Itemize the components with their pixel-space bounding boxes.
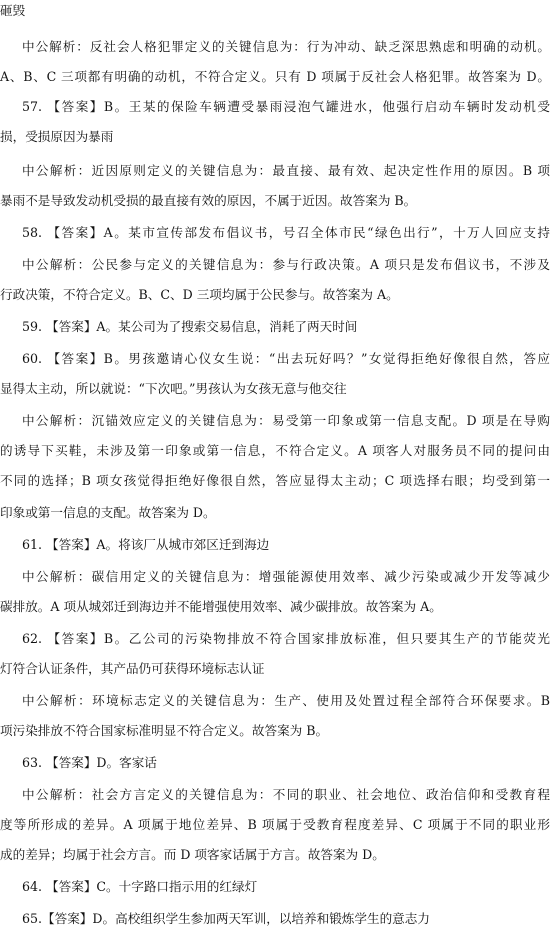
text-line: 碳排放。A 项从城郊迁到海边并不能增强使用效率、减少碳排放。故答案为 A。: [0, 599, 442, 614]
text-line: 中公解析：环境标志定义的关键信息为：生产、使用及处置过程全部符合环保要求。B: [22, 693, 550, 708]
text-line: 印象或第一信息的支配。故答案为 D。: [0, 505, 216, 520]
text-line: 砸毁: [0, 3, 26, 18]
text-line: 61. 【答案】A。将该厂从城市郊区迁到海边: [22, 537, 270, 552]
text-line: 的诱导下买鞋，未涉及第一印象或第一信息，不符合定义。A 项客人对服务员不同的提问由: [0, 443, 550, 458]
text-line: 项污染排放不符合国家标准明显不符合定义。故答案为 B。: [0, 723, 329, 738]
text-line: 59. 【答案】A。某公司为了搜索交易信息，消耗了两天时间: [22, 319, 358, 334]
text-line: 显得太主动，所以就说：“下次吧。”男孩认为女孩无意与他交往: [0, 381, 347, 396]
text-line: 暴雨不是导致发动机受损的最直接有效的原因，不属于近因。故答案为 B。: [0, 193, 417, 208]
text-line: 65.【答案】D。高校组织学生参加两天军训，以培养和锻炼学生的意志力: [22, 911, 430, 926]
text-line: 64. 【答案】C。十字路口指示用的红绿灯: [22, 879, 258, 894]
text-line: 63. 【答案】D。客家话: [22, 755, 157, 770]
text-line: 损，受损原因为暴雨: [0, 129, 114, 144]
text-line: 行政决策，不符合定义。B、C、D 三项均属于公民参与。故答案为 A。: [0, 287, 399, 302]
text-line: 62. 【答案】B。乙公司的污染物排放不符合国家排放标准，但只要其生产的节能荧光: [22, 631, 550, 646]
text-line: 中公解析：公民参与定义的关键信息为：参与行政决策。A 项只是发布倡议书，不涉及: [22, 257, 550, 272]
text-line: 度等所形成的差异。A 项属于地位差异、B 项属于受教育程度差异、C 项属于不同的职业形: [0, 817, 550, 832]
text-line: 中公解析：近因原则定义的关键信息为：最直接、最有效、起决定性作用的原因。B 项: [22, 163, 550, 178]
text-line: 灯符合认证条件，其产品仍可获得环境标志认证: [0, 661, 265, 676]
text-line: 中公解析：沉锚效应定义的关键信息为：易受第一印象或第一信息支配。D 项是在导购: [22, 413, 550, 428]
text-line: 成的差异；均属于社会方言。而 D 项客家话属于方言。故答案为 D。: [0, 847, 385, 862]
text-line: 57. 【答案】B。王某的保险车辆遭受暴雨浸泡气罐进水，他强行启动车辆时发动机受: [22, 99, 550, 114]
text-line: 60. 【答案】B。男孩邀请心仪女生说：“出去玩好吗？”女觉得拒绝好像很自然，答应: [22, 351, 550, 366]
text-line: 不同的选择；B 项女孩觉得拒绝好像很自然，答应显得太主动；C 项选择右眼；均受到第一: [0, 473, 550, 488]
text-line: 中公解析：社会方言定义的关键信息为：不同的职业、社会地位、政治信仰和受教育程: [22, 787, 550, 802]
text-line: 中公解析：反社会人格犯罪定义的关键信息为：行为冲动、缺乏深思熟虑和明确的动机。: [22, 39, 550, 54]
text-line: A、B、C 三项都有明确的动机，不符合定义。只有 D 项属于反社会人格犯罪。故答案为 D。: [0, 69, 550, 84]
text-line: 中公解析：碳信用定义的关键信息为：增强能源使用效率、减少污染或减少开发等减少: [22, 569, 550, 584]
text-line: 58. 【答案】A。某市宣传部发布倡议书，号召全体市民“绿色出行”，十万人回应支持: [22, 225, 550, 240]
